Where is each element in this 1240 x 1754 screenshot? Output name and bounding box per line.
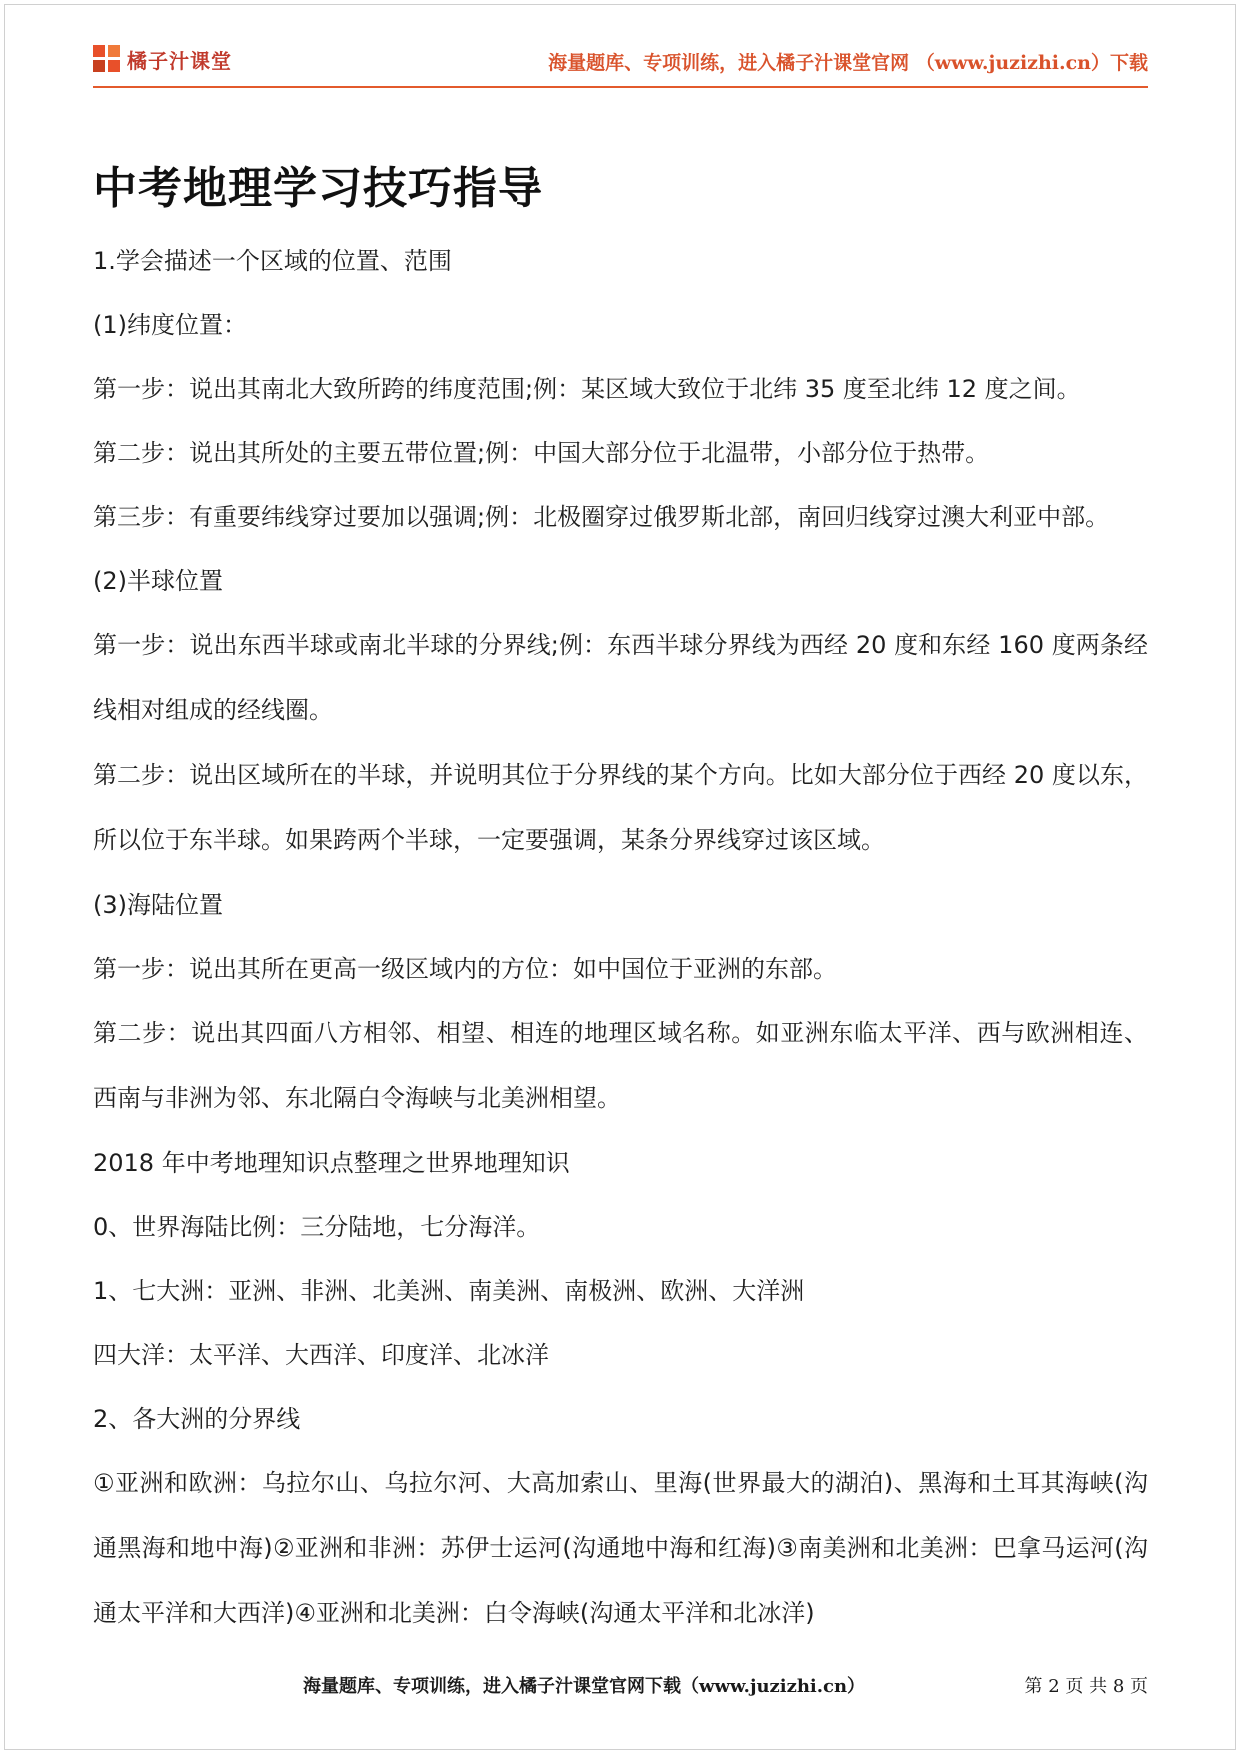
document-title: 中考地理学习技巧指导 [93,163,543,214]
paragraph: (1)纬度位置： [93,311,247,339]
header-slogan: 海量题库、专项训练，进入橘子汁课堂官网 （www.juzizhi.cn）下载 [548,52,1148,74]
paragraph: 第二步：说出其四面八方相邻、相望、相连的地理区域名称。如亚洲东临太平洋、西与欧洲相连、西南与非洲为邻、东北隔白令海峡与北美洲相望。 [93,1019,1148,1112]
paragraph: 第二步：说出其所处的主要五带位置;例：中国大部分位于北温带，小部分位于热带。 [93,439,990,467]
paragraph: 第三步：有重要纬线穿过要加以强调;例：北极圈穿过俄罗斯北部，南回归线穿过澳大利亚中部。 [93,503,1110,531]
paragraph: (2)半球位置 [93,567,223,595]
paragraph: 第一步：说出其所在更高一级区域内的方位：如中国位于亚洲的东部。 [93,955,837,983]
paragraph: 1、七大洲：亚洲、非洲、北美洲、南美洲、南极洲、欧洲、大洋洲 [93,1277,805,1305]
paragraph: 2、各大洲的分界线 [93,1405,301,1433]
logo-icon [93,45,121,73]
logo [93,44,232,74]
paragraph: ①亚洲和欧洲：乌拉尔山、乌拉尔河、大高加索山、里海(世界最大的湖泊)、黑海和土耳其海峡(沟通黑海和地中海)②亚洲和非洲：苏伊士运河(沟通地中海和红海)③南美洲和北美洲：巴拿马运河(沟通太平洋和大西洋)④亚洲和北美洲：白令海峡(沟通太平洋和北冰洋) [93,1469,1148,1627]
page-header [93,40,1148,80]
page-number: 第 2 页 共 8 页 [1024,1676,1148,1697]
logo-text: 橘子汁课堂 [127,48,232,73]
paragraph: 第二步：说出区域所在的半球，并说明其位于分界线的某个方向。比如大部分位于西经 20 度以东，所以位于东半球。如果跨两个半球，一定要强调，某条分界线穿过该区域。 [93,761,1148,854]
paragraph: 1.学会描述一个区域的位置、范围 [93,247,452,275]
paragraph: 2018 年中考地理知识点整理之世界地理知识 [93,1149,570,1177]
header-divider [93,86,1148,88]
paragraph: 0、世界海陆比例：三分陆地，七分海洋。 [93,1213,541,1241]
paragraph: 第一步：说出东西半球或南北半球的分界线;例：东西半球分界线为西经 20 度和东经 160 度两条经线相对组成的经线圈。 [93,631,1148,724]
page-footer [93,1672,1148,1702]
paragraph: 四大洋：太平洋、大西洋、印度洋、北冰洋 [93,1341,549,1369]
footer-slogan: 海量题库、专项训练，进入橘子汁课堂官网下载（www.juzizhi.cn） [303,1676,866,1697]
document-body [93,245,1148,1662]
paragraph: (3)海陆位置 [93,891,223,919]
paragraph: 第一步：说出其南北大致所跨的纬度范围;例：某区域大致位于北纬 35 度至北纬 12 度之间。 [93,375,1081,403]
